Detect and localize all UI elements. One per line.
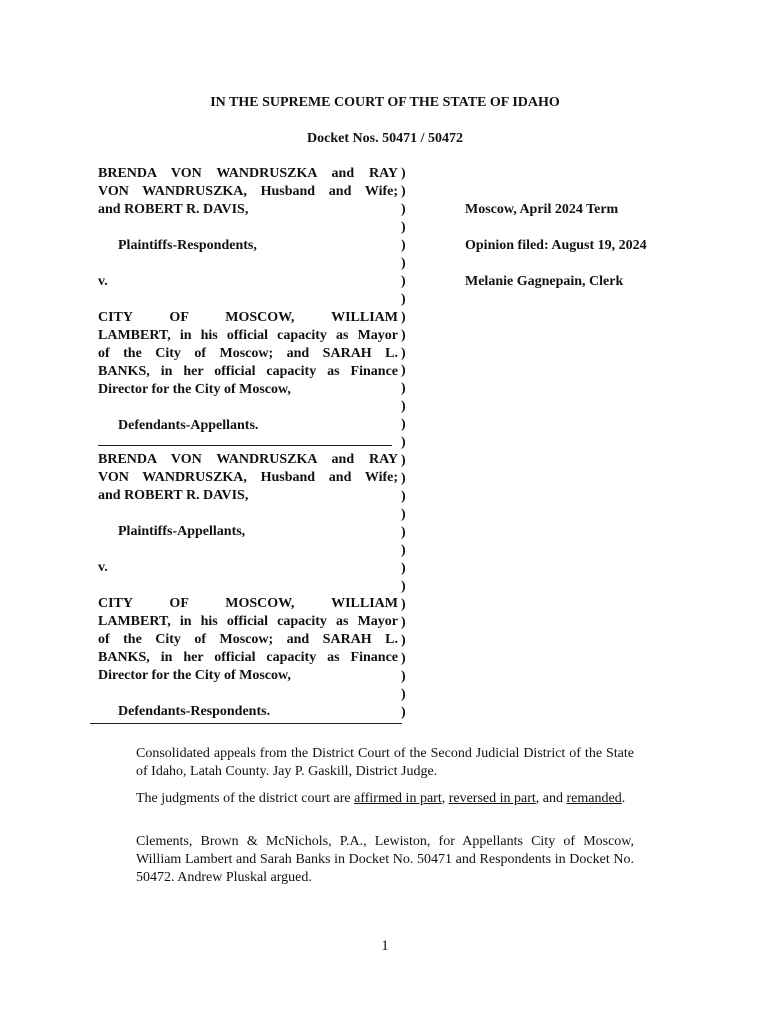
caption-parenthesis: )	[401, 507, 406, 523]
caption-parenthesis: )	[401, 237, 406, 253]
court-title: IN THE SUPREME COURT OF THE STATE OF IDAHO	[210, 95, 560, 110]
disposition-paragraph: The judgments of the district court are affirmed in part, reversed in part, and remanded.	[136, 791, 626, 806]
caption-line: of the City of Moscow; and SARAH L.	[98, 346, 398, 361]
caption-parenthesis: )	[401, 704, 406, 720]
caption-parenthesis: )	[401, 453, 406, 469]
opinion-filed-label: Opinion filed: August 19, 2024	[465, 238, 647, 253]
docket-numbers: Docket Nos. 50471 / 50472	[307, 131, 463, 146]
caption-parenthesis: )	[401, 291, 406, 307]
caption-line: BRENDA VON WANDRUSZKA and RAY	[98, 166, 398, 181]
caption-line: Director for the City of Moscow,	[98, 668, 291, 683]
caption-parenthesis: )	[401, 219, 406, 235]
party-role: Defendants-Appellants.	[118, 418, 259, 433]
term-label: Moscow, April 2024 Term	[465, 202, 619, 217]
caption-parenthesis: )	[401, 201, 406, 217]
caption-parenthesis: )	[401, 560, 406, 576]
caption-parenthesis: )	[401, 417, 406, 433]
caption-second-case	[98, 451, 398, 721]
versus-label: v.	[98, 274, 108, 289]
party-role: Defendants-Respondents.	[118, 704, 271, 719]
caption-parenthesis: )	[401, 542, 406, 558]
caption-parenthesis: )	[401, 183, 406, 199]
appeal-source-paragraph: Consolidated appeals from the District Court of the Second Judicial District of the State of Idaho, Latah County. Jay P. Gaskill, District Judge.	[136, 746, 634, 779]
caption-line: CITY OF MOSCOW, WILLIAM	[98, 310, 398, 325]
counsel-paragraph: Clements, Brown & McNichols, P.A., Lewiston, for Appellants City of Moscow, William Lambert and Sarah Banks in Docket No. 50471 and Respondents in Docket No. 50472. Andrew Pluskal argued.	[136, 834, 634, 885]
caption-line: and ROBERT R. DAVIS,	[98, 202, 249, 217]
caption-parenthesis: )	[401, 345, 406, 361]
caption-parenthesis: )	[401, 614, 406, 630]
clerk-label: Melanie Gagnepain, Clerk	[465, 274, 624, 289]
caption-parenthesis: )	[401, 471, 406, 487]
caption-parenthesis: )	[401, 399, 406, 415]
party-role: Plaintiffs-Appellants,	[118, 524, 246, 539]
caption-line: BANKS, in her official capacity as Finance	[98, 364, 398, 379]
reversed-in-part: reversed in part	[448, 791, 536, 806]
affirmed-in-part: affirmed in part	[354, 791, 442, 806]
caption-parenthesis: )	[401, 525, 406, 540]
caption-parenthesis: )	[401, 255, 406, 271]
caption-parenthesis: )	[401, 327, 406, 343]
caption-parenthesis: )	[401, 686, 406, 702]
caption-line: LAMBERT, in his official capacity as Mayor	[98, 614, 398, 629]
caption-parenthesis: )	[401, 309, 406, 325]
page-number: 1	[381, 938, 389, 954]
caption-line: VON WANDRUSZKA, Husband and Wife;	[98, 184, 398, 199]
caption-line: BANKS, in her official capacity as Finance	[98, 650, 398, 665]
caption-line: CITY OF MOSCOW, WILLIAM	[98, 596, 398, 611]
caption-line: BRENDA VON WANDRUSZKA and RAY	[98, 452, 398, 467]
caption-parenthesis: )	[401, 166, 406, 181]
caption-parenthesis: )	[401, 632, 406, 648]
caption-parenthesis: )	[401, 596, 406, 612]
versus-label: v.	[98, 560, 108, 575]
party-role: Plaintiffs-Respondents,	[118, 238, 257, 253]
caption-line: of the City of Moscow; and SARAH L.	[98, 632, 398, 647]
caption-first-case	[98, 165, 398, 435]
remanded: remanded	[566, 791, 622, 806]
caption-parenthesis: )	[401, 363, 406, 379]
caption-line: VON WANDRUSZKA, Husband and Wife;	[98, 470, 398, 485]
caption-divider	[98, 445, 392, 446]
caption-line: Director for the City of Moscow,	[98, 382, 291, 397]
caption-parenthesis: )	[401, 668, 406, 684]
caption-parenthesis: )	[401, 381, 406, 397]
caption-parenthesis: )	[401, 273, 406, 289]
caption-line: LAMBERT, in his official capacity as Mayor	[98, 328, 398, 343]
caption-parenthesis: )	[401, 489, 406, 505]
caption-line: and ROBERT R. DAVIS,	[98, 488, 249, 503]
caption-parenthesis: )	[401, 650, 406, 666]
caption-bottom-rule	[90, 723, 402, 724]
caption-parenthesis: )	[401, 435, 406, 451]
caption-parenthesis: )	[401, 578, 406, 594]
